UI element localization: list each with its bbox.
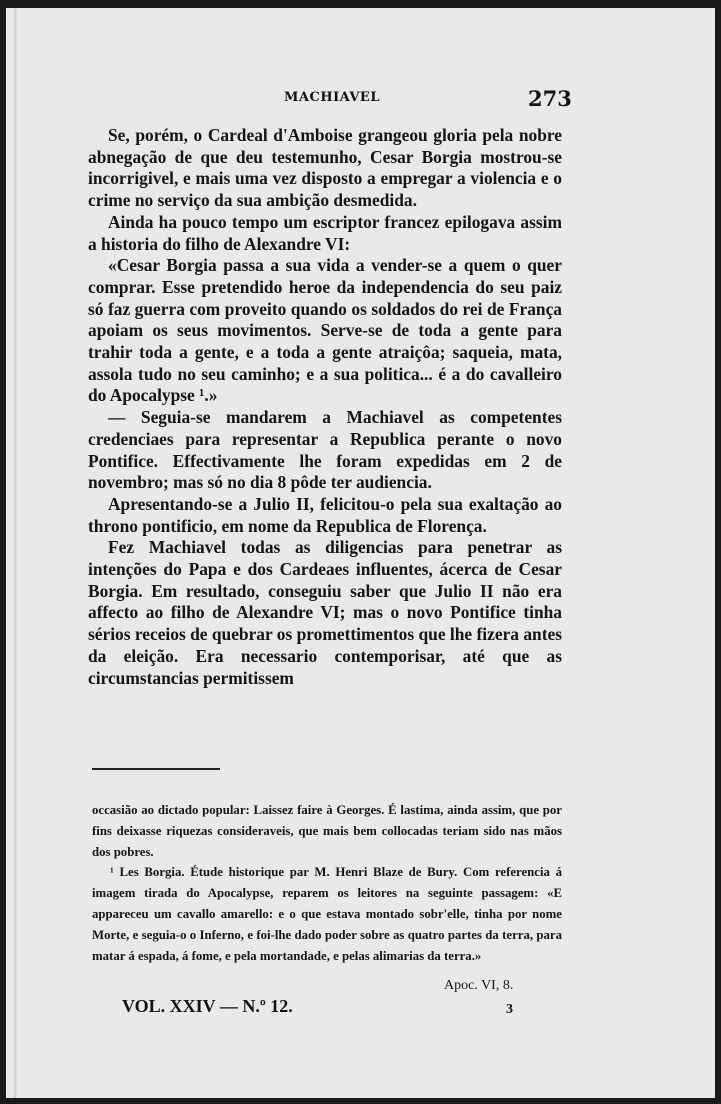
book-page (6, 8, 715, 1098)
paragraph-6: Fez Machiavel todas as diligencias para penetrar as intenções do Papa e dos Cardeaes influentes, ácerca de Cesar Borgia. Em resultado, conseguiu saber que Julio II não era affecto ao filho de Alexandre VI; mas o novo Pontifice tinha sérios receios de quebrar os promettimentos que lhe fizera antes da eleição. Era necessario contemporisar, até que as circumstancias permitissem (88, 537, 562, 688)
paragraph-2: Ainda ha pouco tempo um escriptor francez epilogava assim a historia do filho de Alexandre VI: (88, 211, 562, 254)
footnotes (92, 800, 562, 966)
page-header (6, 86, 715, 114)
page-edge-shadow (14, 8, 18, 1098)
volume-signature: VOL. XXIV — N.º 12. (122, 996, 293, 1016)
running-title: MACHIAVEL (284, 90, 380, 105)
paragraph-1: Se, porém, o Cardeal d'Amboise grangeou gloria pela nobre abnegação de que deu testemunho, Cesar Borgia mostrou-se incorrigivel, e mais uma vez disposto a empregar a violencia e o crime no serviço da sua ambição desmedida. (88, 125, 562, 211)
paragraph-3-quote: «Cesar Borgia passa a sua vida a vender-se a quem o quer comprar. Esse pretendido heroe da independencia do seu paiz só faz guerra com proveito quando os soldados do rei de França apoiam os seus movimentos. Serve-se de toda a gente para trahir toda a gente, e a toda a gente atraiçôa; saqueia, mata, assola tudo no seu caminho; e a sua politica... é a do cavalleiro do Apocalypse ¹.» (88, 255, 562, 406)
sheet-signature: 3 (506, 1002, 513, 1017)
main-text (88, 125, 562, 689)
page-number: 273 (528, 86, 572, 111)
footnote-1: ¹ Les Borgia. Étude historique par M. Henri Blaze de Bury. Com referencia á imagem tirada do Apocalypse, reparem os leitores na seguinte passagem: «E appareceu um cavallo amarello: e o que estava montado sobr'elle, tinha por nome Morte, e seguia-o o Inferno, e foi-lhe dado poder sobre as quatro partes da terra, para matar á espada, á fome, e pela mortandade, e pelas alimarias da terra.» (92, 865, 562, 963)
bible-citation: Apoc. VI, 8. (444, 978, 514, 993)
footnote-continuation: occasião ao dictado popular: Laissez faire à Georges. É lastima, ainda assim, que por fins deixasse riquezas consideraveis, que mais bem collocadas teriam sido nas mãos dos pobres. (92, 803, 562, 859)
paragraph-5: Apresentando-se a Julio II, felicitou-o pela sua exaltação ao throno pontificio, em nome da Republica de Florença. (88, 493, 562, 536)
footnote-divider (92, 768, 220, 770)
paragraph-4: — Seguia-se mandarem a Machiavel as competentes credenciaes para representar a Republica perante o novo Pontifice. Effectivamente lhe foram expedidas em 2 de novembro; mas só no dia 8 pôde ter audiencia. (88, 407, 562, 493)
